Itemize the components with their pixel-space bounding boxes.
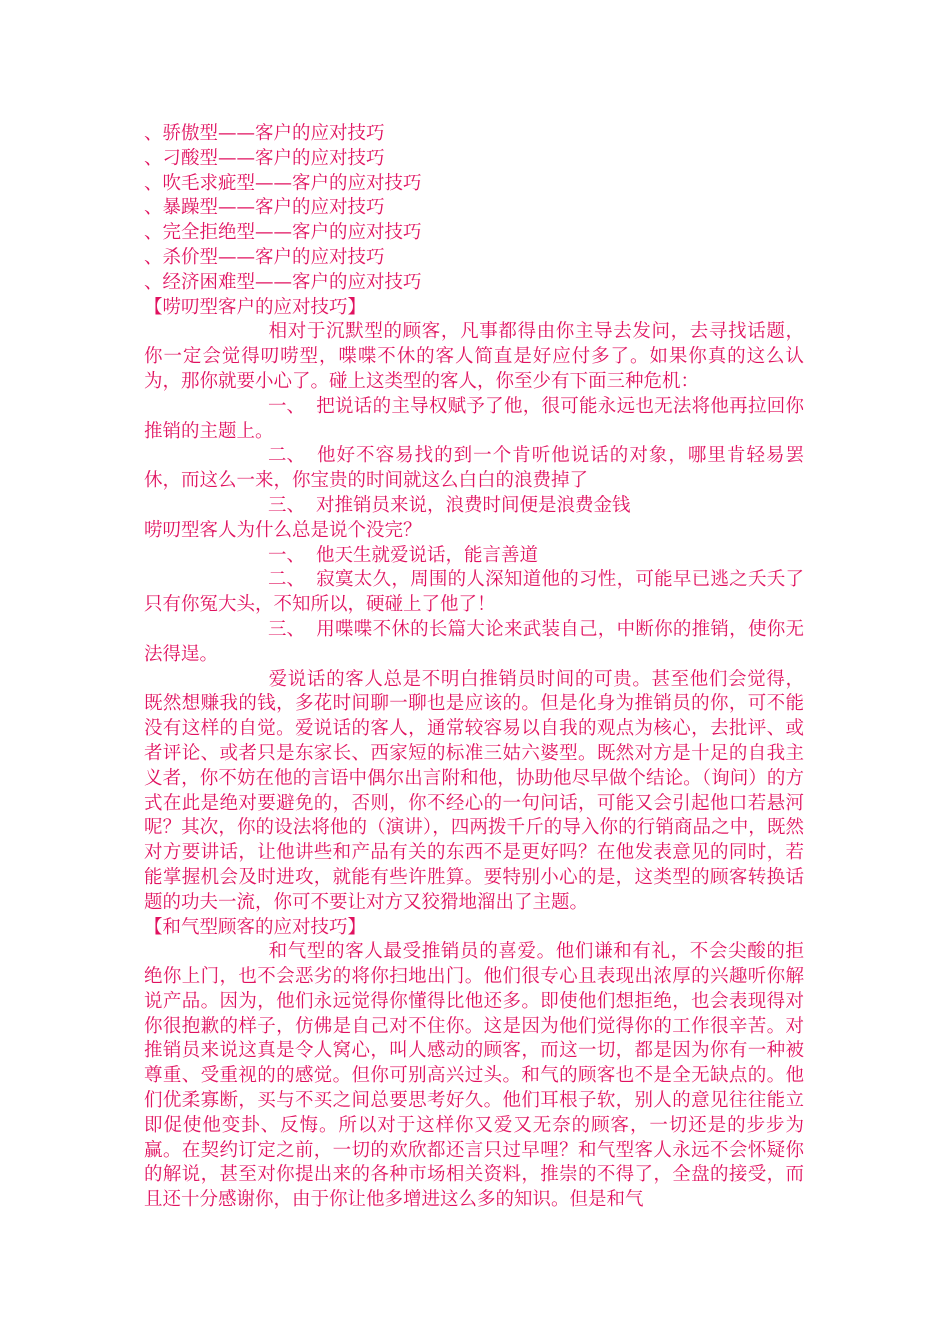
advice-paragraph: 爱说话的客人总是不明白推销员时间的可贵。甚至他们会觉得，既然想赚我的钱，多花时间聊一聊也是应该的。但是化身为推销员的你，可不能没有这样的自觉。爱说话的客人，通常较容易以自我的观点为核心，去批评、或者评论、或者只是东家长、西家短的标准三姑六婆型。既然对方是十足的自我主义者，你不妨在他的言语中偶尔出言附和他，协助他尽早做个结论。（询问）的方式在此是绝对要避免的，否则，你不经心的一句问话，可能又会引起他口若悬河呢？其次，你的设法将他的（演讲），四两拨千斤的导入你的行销商品之中，既然对方要讲话，让他讲些和产品有关的东西不是更好吗？在他发表意见的同时，若能掌握机会及时进攻，就能有些许胜算。要特别小心的是，这类型的顾客转换话题的功夫一流，你可不要让对方又狡猾地溜出了主题。 xyxy=(144,668,804,913)
list-item: 三、 用喋喋不休的长篇大论来武装自己，中断你的推销，使你无法得逞。 xyxy=(144,618,804,665)
intro-paragraph: 相对于沉默型的顾客，凡事都得由你主导去发问，去寻找话题，你一定会觉得叨唠型，喋喋不休的客人简直是好应付多了。如果你真的这么认为，那你就要小心了。碰上这类型的客人，你至少有下面三种危机： xyxy=(144,321,804,392)
list-item: 、吹毛求疵型——客户的应对技巧 xyxy=(144,172,422,194)
document-page xyxy=(144,122,804,1213)
section-heading: 【和气型顾客的应对技巧】 xyxy=(144,916,367,938)
reason-list xyxy=(144,544,804,668)
list-item: 、完全拒绝型——客户的应对技巧 xyxy=(144,222,422,244)
list-item: 、杀价型——客户的应对技巧 xyxy=(144,246,385,268)
list-item: 、刁酸型——客户的应对技巧 xyxy=(144,147,385,169)
list-item: 二、 寂寞太久，周围的人深知道他的习性，可能早已逃之夭夭了只有你冤大头，不知所以，硬碰上了他了！ xyxy=(144,569,804,616)
list-item: 、骄傲型——客户的应对技巧 xyxy=(144,123,385,144)
list-item: 三、 对推销员来说，浪费时间便是浪费金钱 xyxy=(268,494,631,516)
list-item: 、暴躁型——客户的应对技巧 xyxy=(144,197,385,219)
section-heading: 【唠叨型客户的应对技巧】 xyxy=(144,296,367,318)
danger-list xyxy=(144,395,804,519)
list-item: 、经济困难型——客户的应对技巧 xyxy=(144,271,422,293)
body-paragraph: 和气型的客人最受推销员的喜爱。他们谦和有礼，不会尖酸的拒绝你上门，也不会恶劣的将你扫地出门。他们很专心且表现出浓厚的兴趣听你解说产品。因为，他们永远觉得你懂得比他还多。即使他们想拒绝，也会表现得对你很抱歉的样子，仿佛是自己对不住你。这是因为他们觉得你的工作很辛苦。对推销员来说这真是令人窝心，叫人感动的顾客，而这一切，都是因为你有一种被尊重、受重视的的感觉。但你可别高兴过头。和气的顾客也不是全无缺点的。他们优柔寡断，买与不买之间总要思考好久。他们耳根子软，别人的意见往往能立即促使他变卦、反悔。所以对于这样你又爱又无奈的顾客，一切还是的步步为赢。在契约订定之前，一切的欢欣都还言只过早哩？和气型客人永远不会怀疑你的解说，甚至对你提出来的各种市场相关资料，推崇的不得了，全盘的接受，而且还十分感谢你，由于你让他多增进这么多的知识。但是和气 xyxy=(144,941,804,1211)
question-line: 唠叨型客人为什么总是说个没完？ xyxy=(144,519,422,541)
list-item: 一、 把说话的主导权赋予了他，很可能永远也无法将他再拉回你推销的主题上。 xyxy=(144,395,804,442)
topic-list xyxy=(144,122,804,296)
list-item: 二、 他好不容易找的到一个肯听他说话的对象，哪里肯轻易罢休，而这么一来，你宝贵的时间就这么白白的浪费掉了 xyxy=(144,445,804,492)
list-item: 一、 他天生就爱说话，能言善道 xyxy=(268,544,539,566)
